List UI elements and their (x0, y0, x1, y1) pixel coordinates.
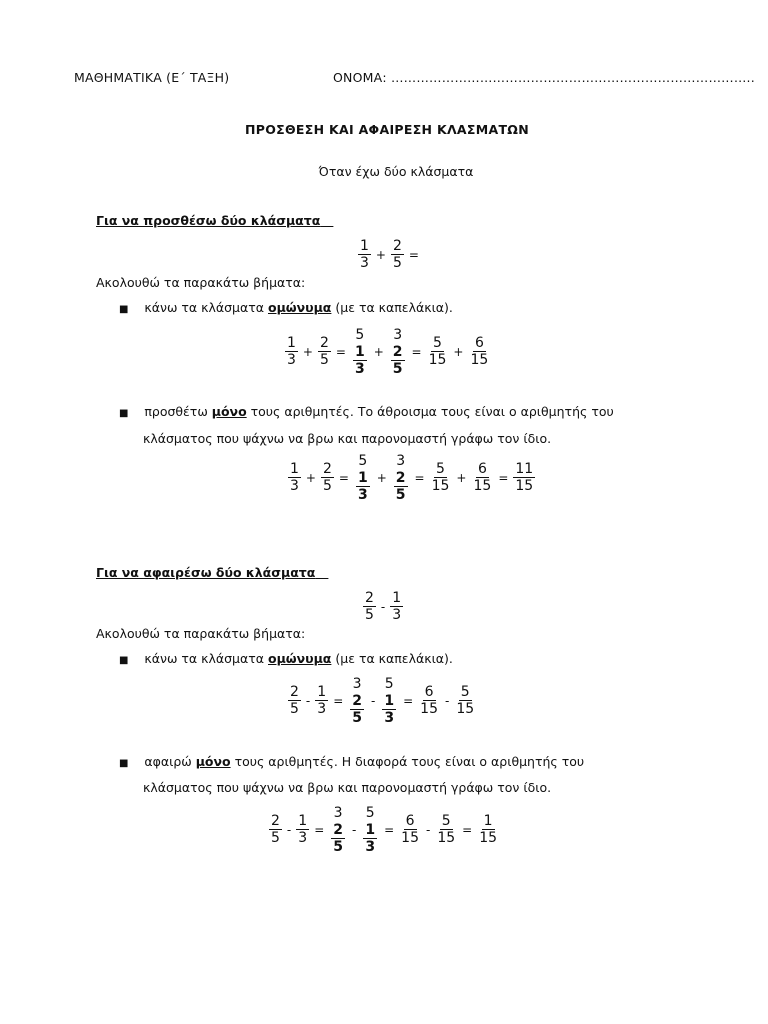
subtraction-step-2-line2: κλάσματος που ψάχνω να βρω και παρονομαστή γράφω τον ίδιο. (143, 780, 552, 795)
subtraction-step-1: ■ κάνω τα κλάσματα ομώνυμα (με τα καπελάκια). (119, 651, 453, 666)
fraction: $\frac{1}{15}$ (479, 813, 498, 846)
fraction: $\frac{6}{15}$ (401, 813, 419, 846)
subtraction-heading: Για να αφαιρέσω δύο κλάσματα (96, 565, 316, 580)
fraction: $\frac{2}{5}$ (322, 461, 332, 494)
fraction: $\frac{1}{3}$ (317, 684, 327, 717)
hat-fraction: 3 2 5 (352, 676, 362, 726)
addition-step-2: ■ προσθέτω μόνο τους αριθμητές. Το άθροισμα τους είναι ο αριθμητής του (119, 404, 614, 419)
hat-fraction: 3 2 5 (333, 805, 343, 855)
name-field-label: ΟΝΟΜΑ: ………………………………………………………………………….. (333, 70, 755, 85)
addition-step-1: ■ κάνω τα κλάσματα ομώνυμα (με τα καπελάκια). (119, 300, 453, 315)
fraction: $\frac{2}{5}$ (392, 238, 402, 271)
addition-problem (357, 238, 423, 271)
bullet-icon: ■ (119, 304, 129, 315)
fraction: 2 5 (271, 813, 280, 846)
hat-fraction: 5 1 3 (384, 676, 395, 726)
fraction: $\frac{6}{15}$ (470, 335, 489, 368)
minus-sign: - (380, 599, 386, 614)
fraction: 1 3 (392, 590, 402, 623)
fraction: $\frac{2}{5}$ (319, 335, 329, 368)
subject-label: ΜΑΘΗΜΑΤΙΚΑ (Ε΄ ΤΑΞΗ) (74, 70, 230, 85)
hat-fraction: 5 1 3 (365, 805, 376, 855)
fraction: 2 5 (290, 684, 299, 717)
addition-steps-intro: Ακολουθώ τα παρακάτω βήματα: (96, 275, 306, 290)
hat-fraction: 3 2 5 (392, 327, 403, 377)
page-title: ΠΡΟΣΘΕΣΗ ΚΑΙ ΑΦΑΙΡΕΣΗ ΚΛΑΣΜΑΤΩΝ (245, 122, 529, 137)
fraction: $\frac{11}{15}$ (515, 461, 534, 494)
subtraction-equation-1: 2 5 - $\frac{1}{3}$ = 3 2 5 - 5 1 3 = $\frac{6}{15}$ - 5 15 (290, 676, 475, 726)
fraction: $\frac{5}{15}$ (431, 461, 450, 494)
fraction: $\frac{6}{15}$ (473, 461, 492, 494)
fraction: $\frac{1}{3}$ (298, 813, 308, 846)
addition-equation-2: 1 3 + $\frac{2}{5}$ = 5 1 3 + 3 2 5 = $\frac{5}{15}$ + $\frac{6}{15}$ = $\frac{11}{15}$ (290, 453, 534, 503)
fraction: $\frac{5}{15}$ (437, 813, 456, 846)
hat-fraction: 5 1 3 (354, 327, 365, 377)
hat-fraction: 5 1 3 (357, 453, 368, 503)
page-subtitle: Όταν έχω δύο κλάσματα (318, 164, 474, 179)
addition-step-2-line2: κλάσματος που ψάχνω να βρω και παρονομαστή γράφω τον ίδιο. (143, 431, 552, 446)
fraction: $\frac{6}{15}$ (420, 684, 438, 717)
subtraction-equation-2: 2 5 - $\frac{1}{3}$ = 3 2 5 - 5 1 3 = $\frac{6}{15}$ - $\frac{5}{15}$ = $\frac{1}{15}$ (271, 805, 498, 855)
bullet-icon: ■ (119, 408, 129, 419)
plus-sign: + (375, 247, 386, 262)
fraction: 5 15 (456, 684, 475, 717)
fraction: 2 5 (365, 590, 374, 623)
subtraction-steps-intro: Ακολουθώ τα παρακάτω βήματα: (96, 626, 306, 641)
fraction: 1 3 (287, 335, 296, 368)
hat-fraction: 3 2 5 (395, 453, 406, 503)
fraction: $\frac{5}{15}$ (428, 335, 447, 368)
bullet-icon: ■ (119, 758, 129, 769)
subtraction-problem (362, 590, 404, 623)
equals-sign: = (408, 247, 419, 262)
addition-heading: Για να προσθέσω δύο κλάσματα (96, 213, 321, 228)
subtraction-step-2: ■ αφαιρώ μόνο τους αριθμητές. Η διαφορά τους είναι ο αριθμητής του (119, 754, 585, 769)
addition-equation-1: 1 3 + $\frac{2}{5}$ = 5 1 3 + 3 2 5 = $\frac{5}{15}$ + $\frac{6}{15}$ (287, 327, 489, 377)
fraction: 1 3 (290, 461, 299, 494)
fraction: 1 3 (360, 238, 369, 271)
bullet-icon: ■ (119, 655, 129, 666)
